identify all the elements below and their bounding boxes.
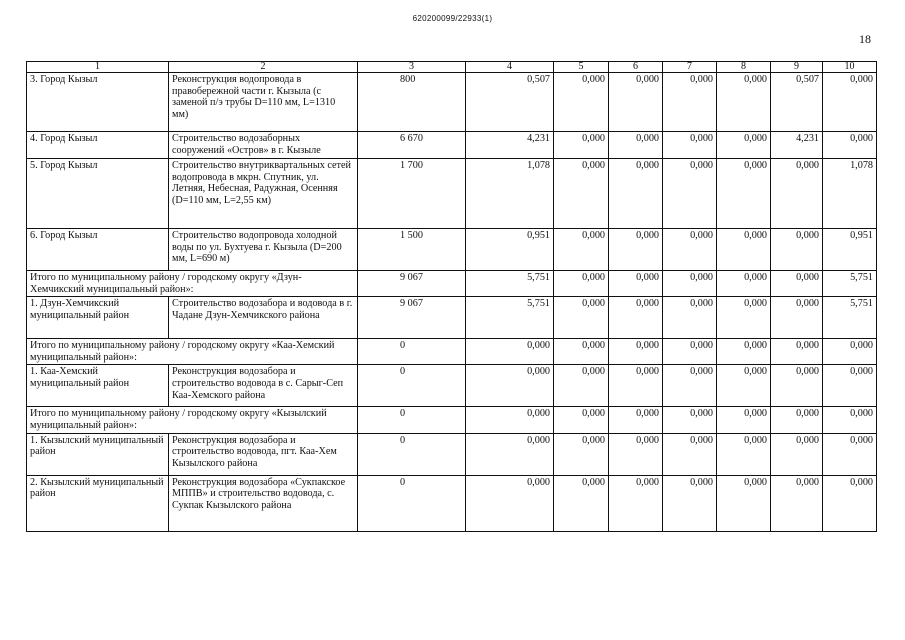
table-row (27, 73, 877, 132)
value-cell: 1,078 (823, 159, 877, 229)
value-cell: 0,000 (717, 365, 771, 407)
value-cell: 0,000 (717, 339, 771, 365)
value-cell: 0,000 (771, 229, 823, 271)
value-cell: 0,000 (554, 159, 609, 229)
header-cell: 10 (823, 62, 877, 73)
value-cell: 0,000 (609, 159, 663, 229)
table-row (27, 159, 877, 229)
value-cell: 0,000 (771, 365, 823, 407)
value-cell: 0,000 (663, 132, 717, 159)
header-cell: 3 (358, 62, 466, 73)
table-row (27, 132, 877, 159)
value-cell: 0,000 (717, 433, 771, 475)
value-cell: 0,000 (609, 407, 663, 433)
value-cell: 0,000 (663, 271, 717, 297)
value-cell: 0,000 (717, 407, 771, 433)
data-table (26, 61, 877, 532)
value-cell: 0,000 (609, 73, 663, 132)
value-cell: 0,951 (466, 229, 554, 271)
municipality-cell: 5. Город Кызыл (27, 159, 169, 229)
value-cell: 0,000 (554, 297, 609, 339)
total-label-cell: Итого по муниципальному району / городскому округу «Каа-Хемский муниципальный район»: (27, 339, 358, 365)
value-cell: 0,000 (663, 339, 717, 365)
municipality-cell: 1. Каа-Хемский муниципальный район (27, 365, 169, 407)
value-cell: 0,000 (823, 475, 877, 531)
value-cell: 4,231 (771, 132, 823, 159)
project-description-cell: Реконструкция водопровода в правобережной части г. Кызыла (с заменой п/э трубы D=110 мм, L=1310 мм) (169, 73, 358, 132)
value-cell: 0,000 (466, 475, 554, 531)
value-cell: 0 (358, 407, 466, 433)
value-cell: 5,751 (823, 297, 877, 339)
municipality-cell: 6. Город Кызыл (27, 229, 169, 271)
municipality-cell: 2. Кызылский муниципальный район (27, 475, 169, 531)
header-cell: 4 (466, 62, 554, 73)
value-cell: 0,000 (554, 229, 609, 271)
value-cell: 0,000 (609, 297, 663, 339)
value-cell: 0,000 (663, 73, 717, 132)
project-description-cell: Строительство водопровода холодной воды по ул. Бухтуева г. Кызыла (D=200 мм, L=690 м) (169, 229, 358, 271)
page-number: 18 (859, 32, 871, 46)
project-description-cell: Строительство внутриквартальных сетей водопровода в мкрн. Спутник, ул. Летняя, Небесная, Радужная, Осенняя (D=110 мм, L=2,55 км) (169, 159, 358, 229)
value-cell: 0,000 (717, 132, 771, 159)
value-cell: 0,000 (771, 339, 823, 365)
value-cell: 0,000 (823, 339, 877, 365)
value-cell: 0,000 (663, 407, 717, 433)
table-row (27, 297, 877, 339)
value-cell: 0 (358, 433, 466, 475)
value-cell: 0,000 (466, 433, 554, 475)
value-cell: 1,078 (466, 159, 554, 229)
value-cell: 0,000 (771, 433, 823, 475)
table-row (27, 433, 877, 475)
project-description-cell: Строительство водозаборных сооружений «Остров» в г. Кызыле (169, 132, 358, 159)
document-id: 620200099/22933(1) (412, 14, 493, 23)
value-cell: 0,000 (823, 73, 877, 132)
value-cell: 0,000 (609, 433, 663, 475)
value-cell: 0,000 (609, 339, 663, 365)
value-cell: 0,000 (717, 229, 771, 271)
value-cell: 0,000 (717, 73, 771, 132)
project-description-cell: Реконструкция водозабора и строительство водовода в с. Сарыг-Сеп Каа-Хемского района (169, 365, 358, 407)
municipality-cell: 1. Кызылский муниципальный район (27, 433, 169, 475)
value-cell: 1 700 (358, 159, 466, 229)
value-cell: 0,000 (717, 475, 771, 531)
value-cell: 0,000 (771, 159, 823, 229)
project-description-cell: Реконструкция водозабора и строительство водовода, пгт. Каа-Хем Кызылского района (169, 433, 358, 475)
value-cell: 0,000 (554, 433, 609, 475)
value-cell: 0,000 (554, 132, 609, 159)
header-cell: 2 (169, 62, 358, 73)
value-cell: 0,507 (466, 73, 554, 132)
value-cell: 0 (358, 339, 466, 365)
project-description-cell: Реконструкция водозабора «Сукпакское МППВ» и строительство водовода, с. Сукпак Кызылского района (169, 475, 358, 531)
value-cell: 0,000 (609, 132, 663, 159)
value-cell: 0,507 (771, 73, 823, 132)
value-cell: 6 670 (358, 132, 466, 159)
value-cell: 0,000 (823, 433, 877, 475)
value-cell: 0,000 (663, 159, 717, 229)
table-row (27, 229, 877, 271)
value-cell: 0,000 (823, 407, 877, 433)
value-cell: 0,000 (663, 475, 717, 531)
value-cell: 0,000 (663, 433, 717, 475)
table-row (27, 365, 877, 407)
value-cell: 0,000 (609, 271, 663, 297)
value-cell: 0,000 (823, 132, 877, 159)
value-cell: 0,000 (466, 365, 554, 407)
value-cell: 1 500 (358, 229, 466, 271)
header-cell: 9 (771, 62, 823, 73)
value-cell: 0,000 (717, 159, 771, 229)
value-cell: 9 067 (358, 297, 466, 339)
value-cell: 0,000 (466, 407, 554, 433)
value-cell: 0 (358, 475, 466, 531)
value-cell: 0,951 (823, 229, 877, 271)
header-cell: 1 (27, 62, 169, 73)
value-cell: 0,000 (554, 365, 609, 407)
value-cell: 0,000 (554, 73, 609, 132)
value-cell: 0 (358, 365, 466, 407)
total-label-cell: Итого по муниципальному району / городскому округу «Дзун-Хемчикский муниципальный район»: (27, 271, 358, 297)
municipality-cell: 4. Город Кызыл (27, 132, 169, 159)
value-cell: 0,000 (466, 339, 554, 365)
value-cell: 0,000 (554, 407, 609, 433)
table-row (27, 475, 877, 531)
value-cell: 0,000 (823, 365, 877, 407)
value-cell: 5,751 (823, 271, 877, 297)
value-cell: 0,000 (609, 365, 663, 407)
total-row (27, 339, 877, 365)
value-cell: 0,000 (554, 271, 609, 297)
value-cell: 0,000 (771, 297, 823, 339)
municipality-cell: 1. Дзун-Хемчикский муниципальный район (27, 297, 169, 339)
value-cell: 9 067 (358, 271, 466, 297)
value-cell: 0,000 (663, 297, 717, 339)
header-cell: 8 (717, 62, 771, 73)
total-row (27, 271, 877, 297)
value-cell: 800 (358, 73, 466, 132)
project-description-cell: Строительство водозабора и водовода в г. Чадане Дзун-Хемчикского района (169, 297, 358, 339)
header-cell: 5 (554, 62, 609, 73)
value-cell: 5,751 (466, 271, 554, 297)
total-row (27, 407, 877, 433)
value-cell: 0,000 (717, 271, 771, 297)
value-cell: 4,231 (466, 132, 554, 159)
value-cell: 0,000 (771, 475, 823, 531)
value-cell: 0,000 (771, 407, 823, 433)
value-cell: 0,000 (609, 475, 663, 531)
value-cell: 0,000 (554, 339, 609, 365)
value-cell: 0,000 (663, 365, 717, 407)
total-label-cell: Итого по муниципальному району / городскому округу «Кызылский муниципальный район»: (27, 407, 358, 433)
value-cell: 0,000 (663, 229, 717, 271)
header-cell: 6 (609, 62, 663, 73)
value-cell: 0,000 (771, 271, 823, 297)
value-cell: 0,000 (554, 475, 609, 531)
value-cell: 0,000 (717, 297, 771, 339)
header-row (27, 62, 877, 73)
municipality-cell: 3. Город Кызыл (27, 73, 169, 132)
value-cell: 0,000 (609, 229, 663, 271)
value-cell: 5,751 (466, 297, 554, 339)
header-cell: 7 (663, 62, 717, 73)
